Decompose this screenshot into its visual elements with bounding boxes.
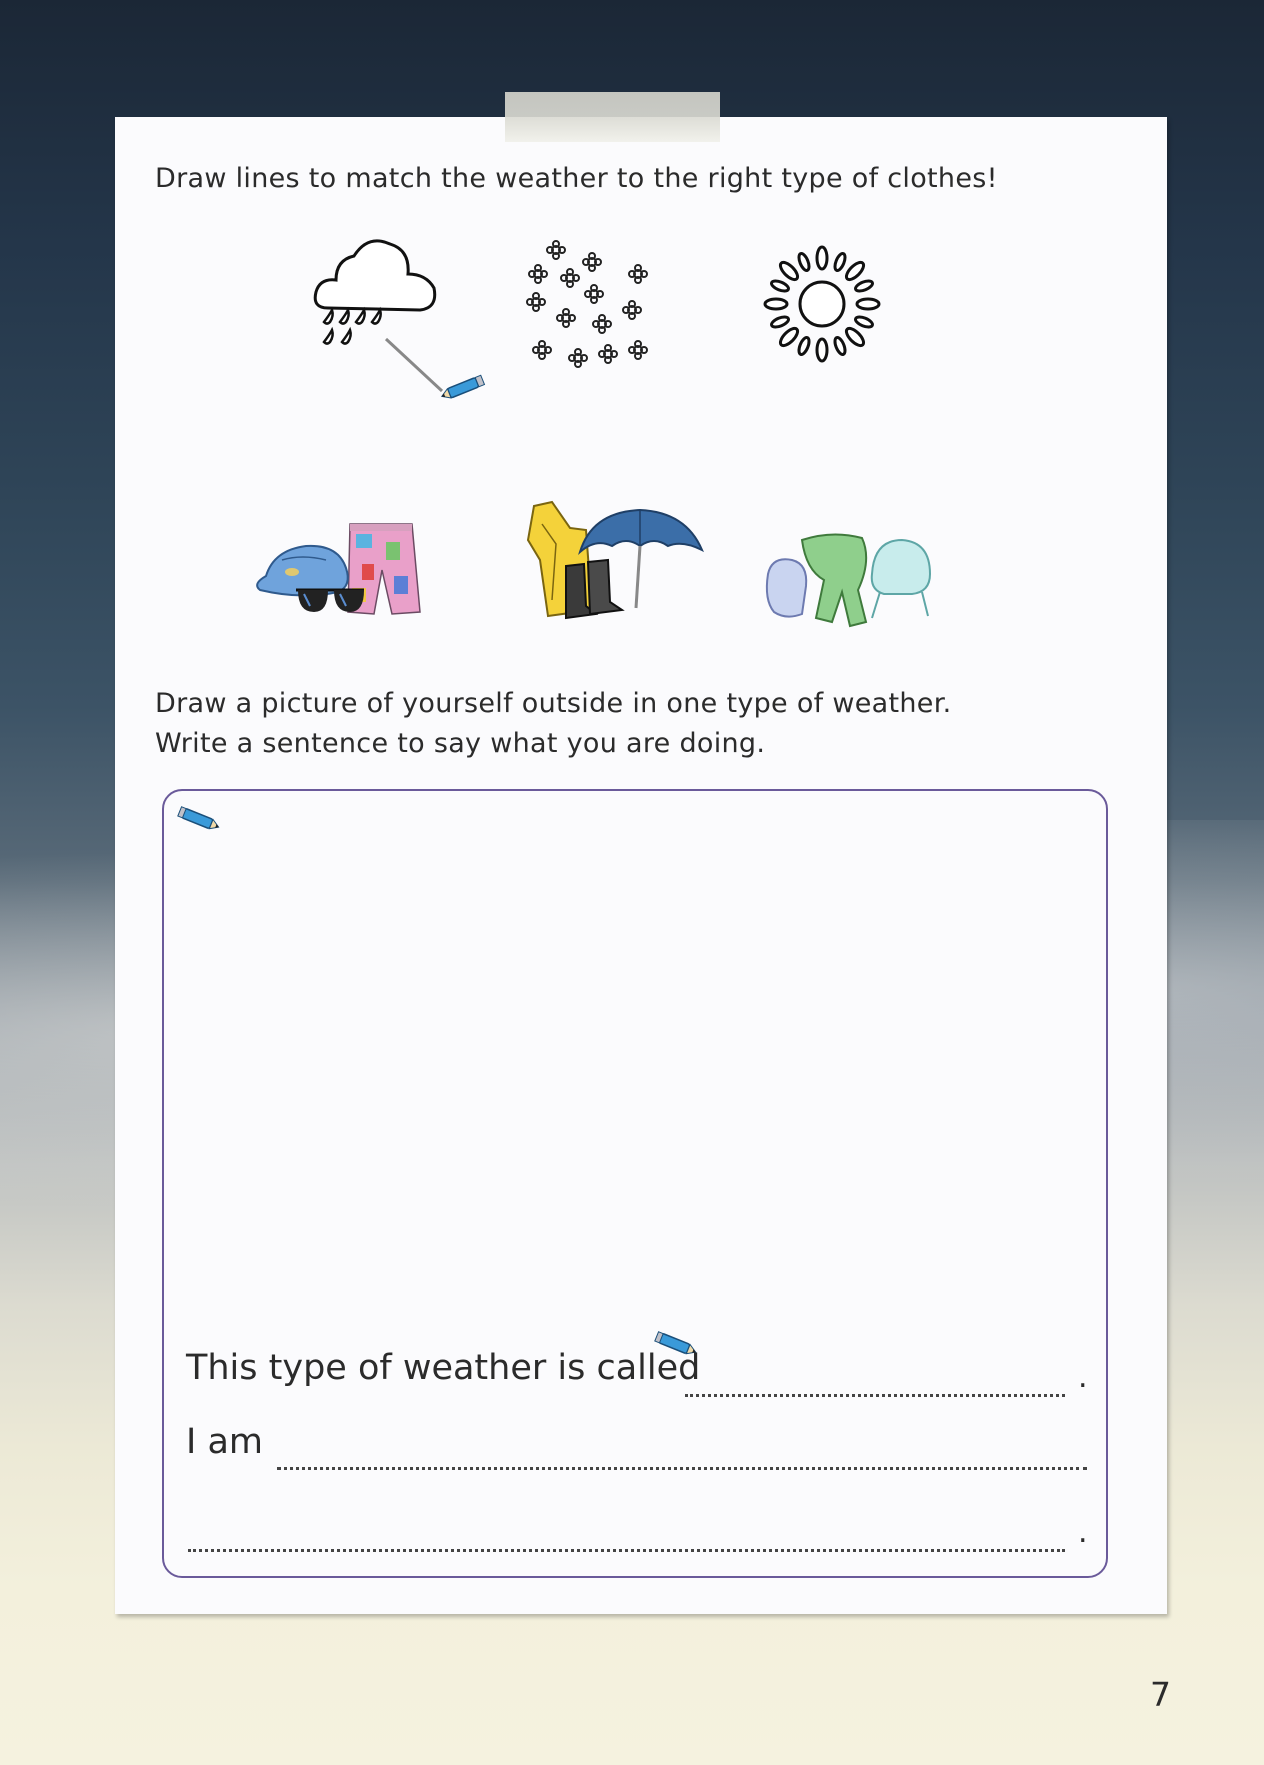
sentence-period: .	[1078, 1360, 1088, 1395]
cap-icon	[257, 546, 348, 596]
activity-answer-line-1[interactable]	[277, 1467, 1087, 1470]
pencil-icon	[176, 805, 226, 835]
weather-name-prompt: This type of weather is called	[186, 1348, 701, 1388]
draw-instruction-line1: Draw a picture of yourself outside in one type of weather.	[155, 688, 952, 719]
masking-tape	[505, 92, 720, 142]
sun-icon	[760, 242, 885, 367]
summer-clothes-icon	[252, 520, 427, 620]
rain-clothes-icon	[522, 500, 704, 625]
snowflakes-icon	[520, 238, 655, 373]
match-instruction: Draw lines to match the weather to the right type of clothes!	[155, 163, 998, 194]
drawing-area[interactable]	[162, 789, 1108, 1578]
mittens-icon	[767, 559, 806, 616]
weather-name-answer-line[interactable]	[685, 1394, 1065, 1397]
page-number: 7	[1150, 1675, 1171, 1714]
activity-prompt: I am	[186, 1422, 263, 1462]
activity-answer-line-2[interactable]	[188, 1549, 1065, 1552]
draw-instruction-line2: Write a sentence to say what you are doing.	[155, 728, 766, 759]
sentence-period: .	[1078, 1515, 1088, 1550]
woolly-hat-icon	[872, 540, 930, 618]
winter-clothes-icon	[762, 530, 937, 635]
wellington-boots-icon	[566, 560, 622, 618]
scarf-icon	[802, 534, 866, 626]
pencil-icon	[440, 372, 490, 402]
